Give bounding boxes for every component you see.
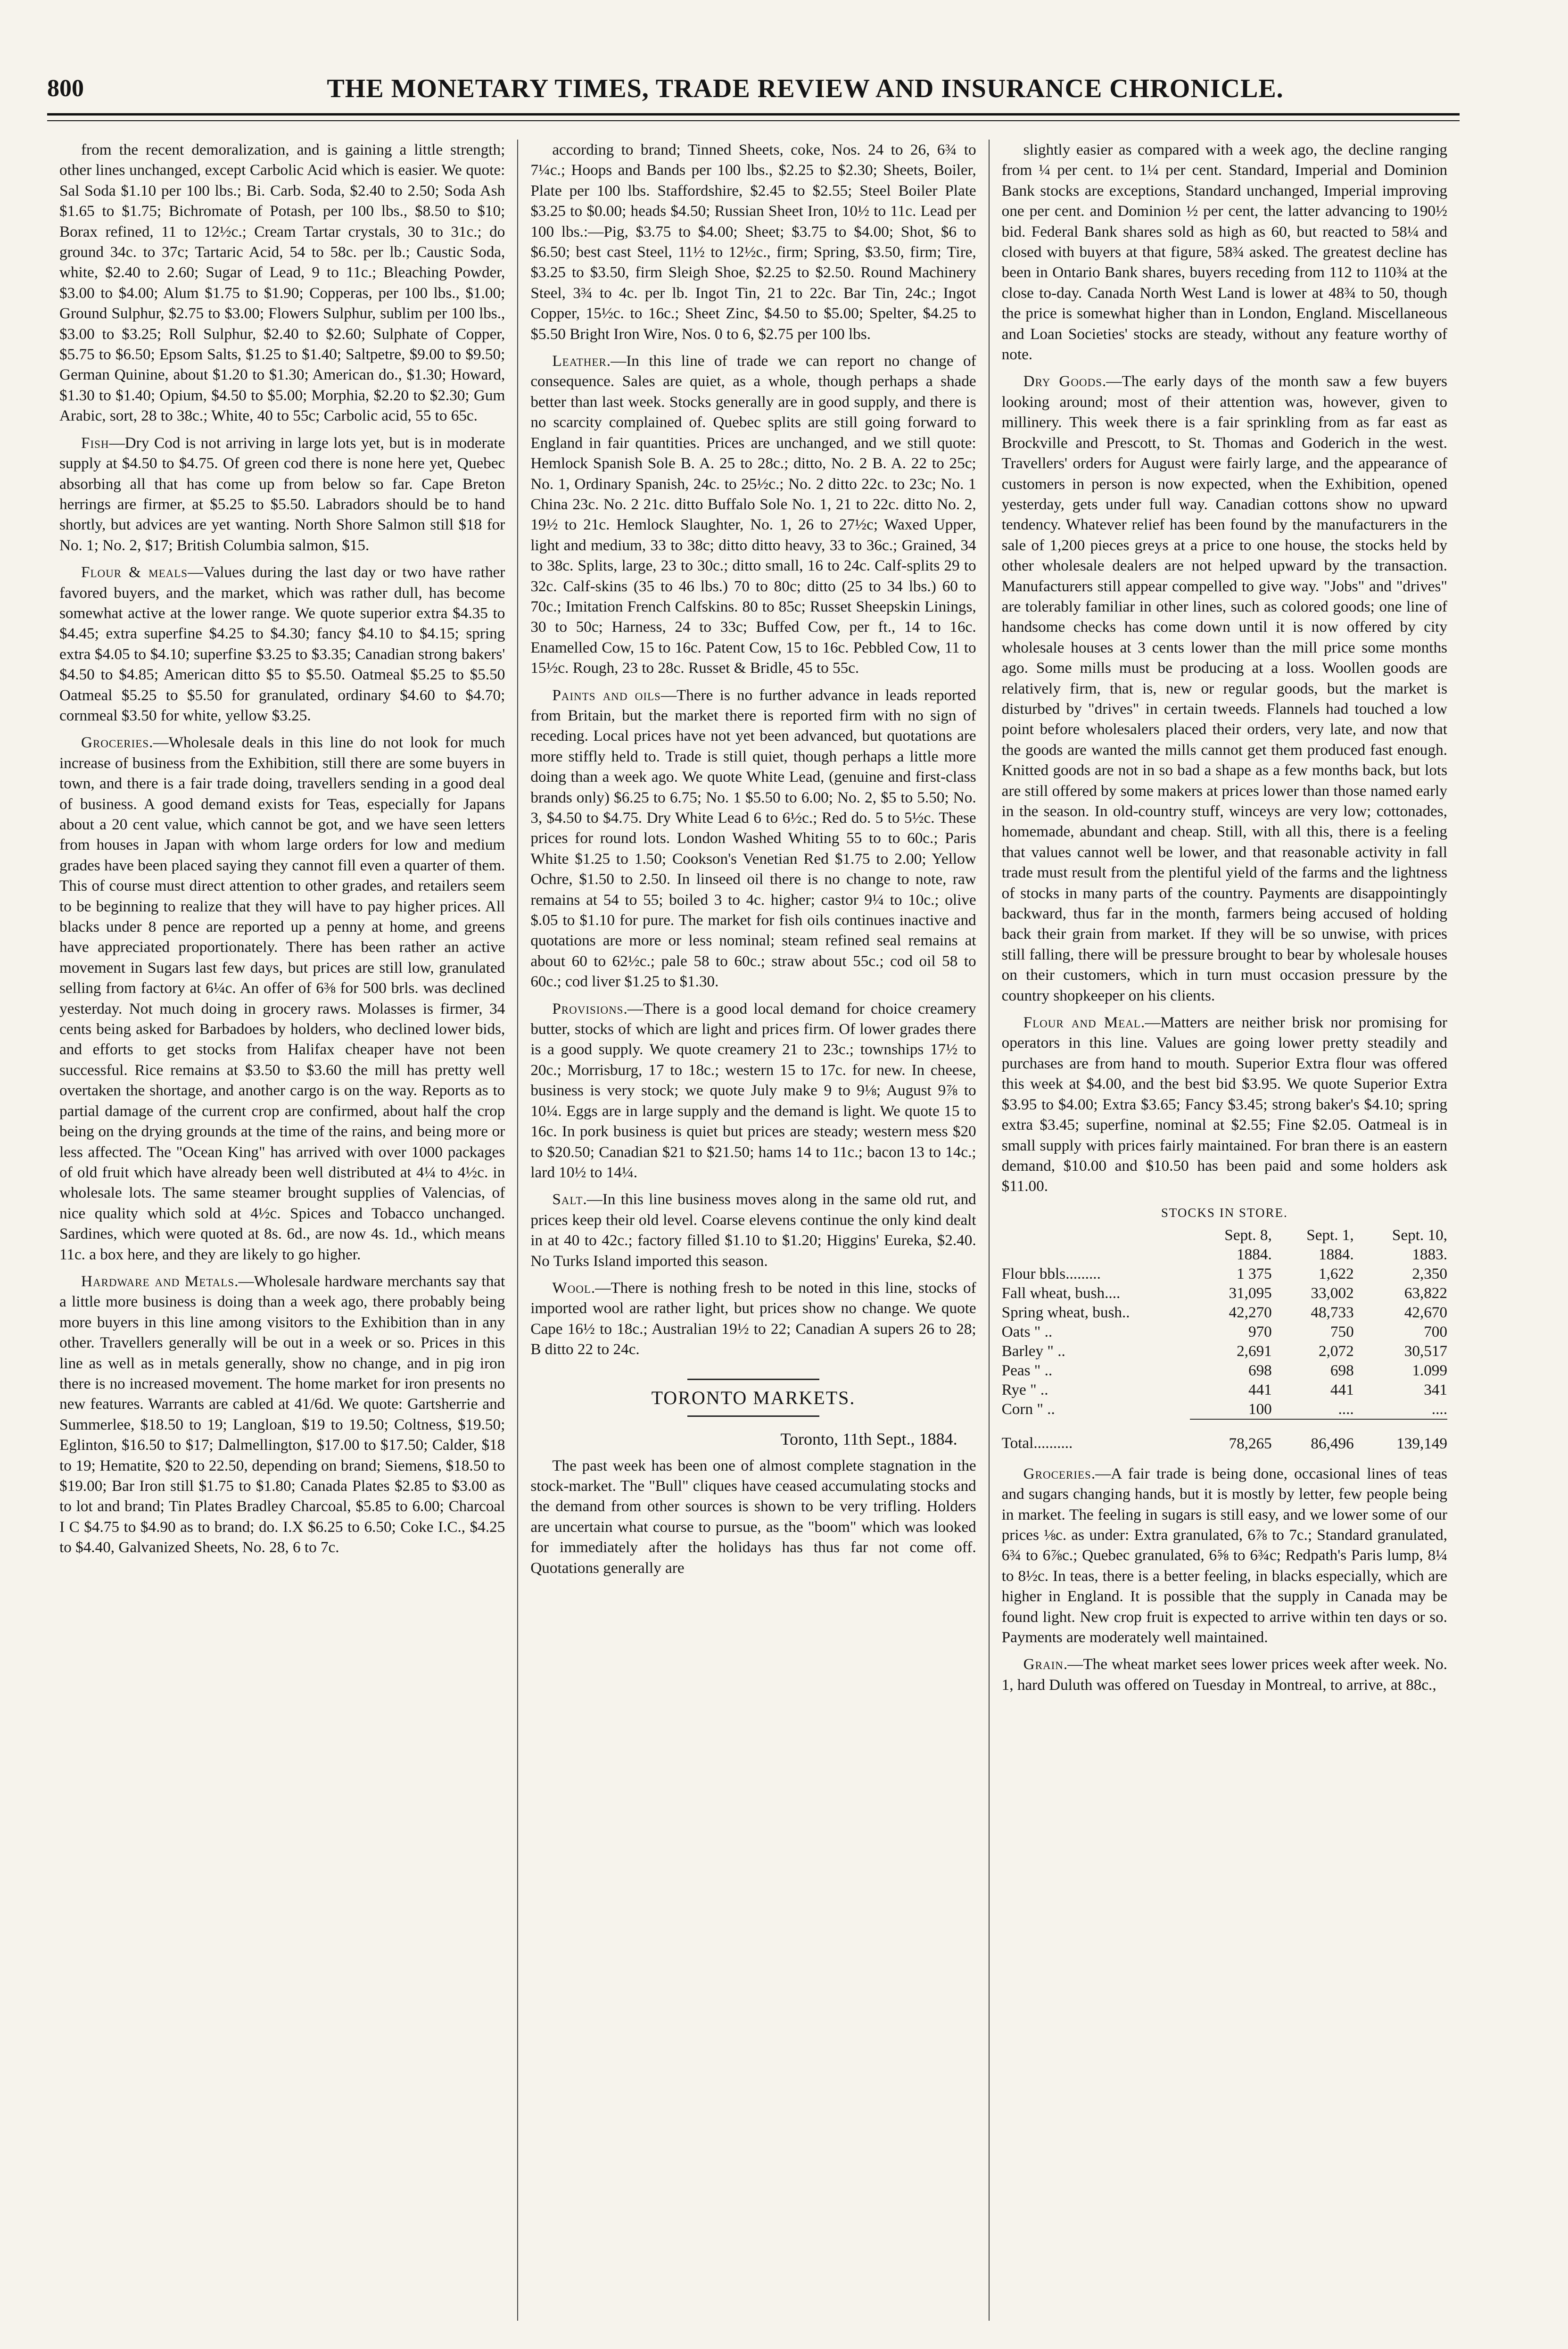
total-label: Total.......... — [1001, 1434, 1073, 1452]
table-row — [1002, 1322, 1447, 1341]
table-row — [1002, 1303, 1447, 1322]
section-rule-bottom — [687, 1415, 819, 1417]
table-row — [1002, 1283, 1447, 1303]
column-1 — [47, 140, 517, 2321]
row-value: 970 — [1248, 1323, 1272, 1340]
paragraph-text: —Dry Cod is not arriving in large lots yet, but is in moderate supply at $4.50 to $4.75. Of green cod there is none here yet, Quebec absorbing all that has come up from below so far. Cape Breton herrings are firmer, at $5.25 to $5.50. Labradors should be to hand shortly, but advices are yet wanting. North Shore Salmon still $18 for No. 1; No. 2, $17; British Columbia salmon, $15. — [59, 434, 505, 554]
table-column-header: 1884. — [1319, 1245, 1354, 1263]
paragraph — [530, 1278, 976, 1360]
row-value: .... — [1431, 1400, 1447, 1418]
paragraph-text: .—Wholesale hardware merchants say that a little more business is doing than a week ago, there probably being more buyers in this line among visitors to the Exhibition than in any other. Travellers generally will be out in a week or so. Prices in this line as well as in metals generally, show no change, and in pig iron there is no increased movement. The home market for iron presents no new features. Warrants are cabled at 41/6d. We quote: Gartsherrie and Summerlee, $18.50 to 19; Langloan, $19 to 19.50; Coltness, $19.50; Eglinton, $16.50 to $17; Dalmellington, $17.00 to $17.50; Calder, $18 to 19; Hematite, $20 to 22.50, depending on brand; Siemens, $18.50 to $19.00; Bar Iron still $1.75 to $1.80; Canada Plates $2.85 to $3.00 as to lot and brand; Tin Plates Bradley Charcoal, $5.85 to 6.00; Charcoal I C $4.75 to $4.90 as to brand; do. I.X $6.25 to 6.50; Coke I.C., $4.25 to $4.40, Galvanized Sheets, No. 28, 6 to 7c. — [59, 1272, 505, 1556]
paragraph — [530, 1189, 976, 1271]
row-value: 698 — [1330, 1361, 1354, 1379]
page-header — [47, 71, 1460, 107]
paragraph — [530, 999, 976, 1183]
paragraph-text: according to brand; Tinned Sheets, coke, Nos. 24 to 26, 6¾ to 7¼c.; Hoops and Bands per 100 lbs., $2.25 to $2.30; Sheets, Boiler, Plate per 100 lbs. Staffordshire, $2.45 to $2.55; Steel Boiler Plate $3.25 to $0.00; heads $4.50; Russian Sheet Iron, 10½ to 11c. Lead per 100 lbs.:—Pig, $3.75 to $4.00; Sheet; $3.75 to $4.00; Shot, $6 to $6.50; best cast Steel, 11½ to 12½c., firm; Spring, $3.50, firm; Tire, $3.25 to $3.50, firm Sleigh Shoe, $2.25 to $2.50. Round Machinery Steel, 3¾ to 4c. per lb. Ingot Tin, 21 to 22c. Bar Tin, 24c.; Ingot Copper, 15½c. to 16c.; Sheet Zinc, $4.50 to $5.00; Spelter, $4.25 to $5.50 Bright Iron Wire, Nos. 0 to 6, $2.75 per 100 lbs. — [530, 141, 976, 343]
paragraph-lead: Paints and oils — [552, 686, 661, 704]
table-row — [1002, 1380, 1447, 1399]
row-value: 1 375 — [1237, 1265, 1272, 1282]
paragraph-lead: Salt — [552, 1191, 583, 1208]
row-label: Barley " .. — [1001, 1342, 1065, 1360]
row-value: 63,822 — [1404, 1284, 1447, 1302]
paragraph-text: .—There is a good local demand for choice creamery butter, stocks of which are light and prices firm. Of lower grades there is a good supply. We quote creamery 21 to 23c.; townships 17½ to 20c.; Morrisburg, 17 to 18c.; western 15 to 17c. for new. In cheese, business is very stock; we quote July make 9 to 9⅛; August 9⅞ to 10¼. Eggs are in large supply and the demand is light. We quote 15 to 16c. In pork business is quiet but prices are steady; western mess $20 to $20.50; Canadian $21 to $21.50; hams 14 to 11c.; bacon 13 to 14c.; lard 10½ to 14¼. — [530, 1000, 976, 1181]
row-value: 33,002 — [1311, 1284, 1354, 1302]
paragraph — [530, 1456, 976, 1578]
table-header-spacer — [1002, 1225, 1190, 1245]
row-value: 341 — [1424, 1381, 1447, 1398]
column-2 — [517, 140, 988, 2321]
dateline: Toronto, 11th Sept., 1884. — [780, 1429, 957, 1448]
paragraph-lead: Dry Goods — [1023, 372, 1103, 390]
row-value: 42,270 — [1229, 1303, 1272, 1321]
table-row — [1002, 1399, 1447, 1419]
table-total-row — [1002, 1419, 1447, 1453]
row-value: 31,095 — [1229, 1284, 1272, 1302]
table-header-row — [1002, 1225, 1447, 1245]
paragraph — [1002, 371, 1447, 1006]
paragraph-text: from the recent demoralization, and is gaining a little strength; other lines unchanged, except Carbolic Acid which is easier. We quote: Sal Soda $1.10 per 100 lbs.; Bi. Carb. Soda, $2.40 to 2.50; Soda Ash $1.65 to $1.75; Bichromate of Potash, per 100 lbs., $8.50 to $10; Borax refined, 11 to 12½c.; Cream Tartar crystals, 30 to 31c.; do ground 34c. to 37c; Tartaric Acid, 54 to 58c. per lb.; Caustic Soda, white, $2.40 to 2.60; Sugar of Lead, 9 to 11c.; Bleaching Powder, $3.00 to $4.00; Alum $1.75 to $1.90; Copperas, per 100 lbs., $1.00; Ground Sulphur, $2.75 to $3.00; Flowers Sulphur, sublim per 100 lbs., $3.00 to $3.25; Roll Sulphur, $2.40 to $2.60; Sulphate of Copper, $5.75 to $6.50; Epsom Salts, $1.25 to $1.40; Saltpetre, $9.00 to $9.50; German Quinine, about $1.20 to $1.30; American do., $1.30; Howard, $1.30 to $1.40; Opium, $4.50 to $5.00; Morphia, $2.20 to $2.30; Gum Arabic, sort, 28 to 38c.; White, 40 to 55c; Carbolic acid, 55 to 65c. — [59, 141, 505, 425]
paragraph-lead: Provisions — [552, 1000, 624, 1017]
row-value: 698 — [1248, 1361, 1272, 1379]
section-title: TORONTO MARKETS. — [651, 1387, 856, 1408]
paragraph-text: slightly easier as compared with a week ago, the decline ranging from ¼ per cent. to 1¼ per cent. Standard, Imperial and Dominion Bank stocks are exceptions, Standard unchanged, Imperial improving one per cent. and Dominion ½ per cent, the latter advancing to 190½ bid. Federal Bank shares sold as high as 60, but reacted to 58¼ and closed with buyers at that figure, 58¾ asked. The greatest decline has been in Ontario Bank shares, buyers receding from 112 to 110¾ at the close to-day. Canada North West Land is lower at 48¾ to 50, though the price is somewhat higher than in London, England. Miscellaneous and Loan Societies' stocks are steady, without any feature worthy of note. — [1001, 141, 1447, 364]
paragraph-text: .—The early days of the month saw a few buyers looking around; most of their attention was, however, given to millinery. This week there is a fair sprinkling from as far east as Brockville and Prescott, to St. Thomas and Goderich in the west. Travellers' orders for August were fairly large, and the appearance of customers in person is now expected, when the Exhibition, opened yesterday, gets under full way. Canadian cottons show no upward tendency. Whatever relief has been found by the manufacturers in the sale of 1,200 pieces greys at a price to one house, the stocks held by other wholesale dealers are not helped upward by the transaction. Manufacturers still appear compelled to give way. "Jobs" and "drives" are tolerably familiar in other lines, such as colored goods; one line of handsome checks has come down until it is now offered by city wholesale houses at 3 cents lower than the mill price some months ago. Some mills must be producing at a loss. Woollen goods are relatively firm, that is, new or regular goods, but the market is disturbed by "drives" in certain tweeds. Flannels had touched a low point before wholesalers placed their orders, very late, and now that the goods are wanted the mills cannot get them produced fast enough. Knitted goods are not in so bad a shape as a few months back, but lots are still offered by some makers at prices lower than those named early in the season. In old-country stuff, winceys are very low; cottonades, homemade, abundant and cheap. Still, with all this, there is a feeling that values cannot well be lower, and that reasonable activity in fall trade must result from the plentiful yield of the farms and the lightness of stocks in many parts of the country. Payments are disappointingly backward, thus far in the month, farmers being accused of holding back their grain from market. If they will be so unwise, with prices still falling, there will be pressure brought to bear by wholesale houses on their customers, which in turn must occasion pressure by the country shopkeeper on his clients. — [1001, 372, 1447, 1004]
stocks-in-store-table — [1002, 1203, 1447, 1453]
page-number: 800 — [47, 75, 84, 102]
paragraph — [1002, 1654, 1447, 1695]
total-value: 139,149 — [1354, 1419, 1447, 1453]
paragraph — [1002, 1012, 1447, 1197]
row-label: Peas " .. — [1001, 1361, 1053, 1379]
paragraph — [59, 433, 505, 555]
row-label: Oats " .. — [1001, 1323, 1053, 1340]
table-column-header: Sept. 10, — [1392, 1226, 1447, 1244]
paragraph — [59, 1271, 505, 1558]
row-value: 1.099 — [1412, 1361, 1447, 1379]
table-row — [1002, 1341, 1447, 1361]
row-value: 100 — [1248, 1400, 1272, 1418]
paragraph-lead: Flour & meals — [81, 563, 188, 581]
row-value: 441 — [1248, 1381, 1272, 1398]
row-value: 42,670 — [1404, 1303, 1447, 1321]
table-row — [1002, 1361, 1447, 1380]
row-value: 2,350 — [1412, 1265, 1447, 1282]
paragraph-lead: Grain — [1023, 1655, 1064, 1673]
row-value: 1,622 — [1319, 1265, 1354, 1282]
total-value: 86,496 — [1272, 1419, 1354, 1453]
total-value: 78,265 — [1190, 1419, 1272, 1453]
row-value: 750 — [1330, 1323, 1354, 1340]
paragraph — [59, 562, 505, 726]
row-value: 2,691 — [1237, 1342, 1272, 1360]
table-caption-row — [1002, 1203, 1447, 1225]
header-rule — [47, 113, 1460, 121]
paragraph-text: .—A fair trade is being done, occasional lines of teas and sugars changing hands, but it is mostly by letter, few people being in market. The feeling in sugars is still easy, and we lower some of our prices ⅛c. as under: Extra granulated, 6⅞ to 7c.; Standard granulated, 6¾ to 6⅞c.; Quebec granulated, 6⅝ to 6¾c; Redpath's Paris lump, 8¼ to 8½c. In teas, there is a better feeling, in blacks especially, which are higher in England. It is possible that the supply in Canada may be found light. New crop fruit is expected to arrive within ten days or so. Payments are moderately well maintained. — [1001, 1464, 1447, 1646]
paragraph-lead: Groceries — [81, 734, 149, 752]
paragraph — [530, 351, 976, 678]
row-label: Flour bbls......... — [1001, 1265, 1101, 1282]
row-label: Corn " .. — [1001, 1400, 1055, 1418]
paragraph — [1002, 1464, 1447, 1648]
paragraph-text: .—The wheat market sees lower prices week after week. No. 1, hard Duluth was offered on Tuesday in Montreal, to arrive, at 88c., — [1001, 1655, 1447, 1694]
row-value: 2,072 — [1319, 1342, 1354, 1360]
paragraph-text: —There is no further advance in leads reported from Britain, but the market there is reported firm with no sign of receding. Local prices have not yet been advanced, but quotations are more stiffly held to. Trade is still quiet, though perhaps a little more doing than a week ago. We quote White Lead, (genuine and first-class brands only) $6.25 to 6.75; No. 1 $5.50 to 6.00; No. 2, $5 to 5.50; No. 3, $4.50 to $4.75. Dry White Lead 6 to 6½c.; Red do. 5 to 5½c. These prices for round lots. London Washed Whiting 55 to to 60c.; Paris White $1.25 to 1.50; Cookson's Venetian Red $1.75 to 2.00; Yellow Ochre, $1.50 to 2.50. In linseed oil there is no change to note, raw remains at 54 to 55; boiled 3 to 4c. higher; castor 9¼ to 10c.; olive $.05 to $1.10 for pure. The market for fish oils continues inactive and quotations are more or less nominal; steam refined seal remains at about 60 to 62½c.; pale 58 to 60c.; straw about 55c.; cod oil 58 to 60c.; cod liver $1.25 to $1.30. — [530, 686, 976, 991]
paragraph — [530, 140, 976, 344]
table-header-row — [1002, 1245, 1447, 1264]
row-value: 441 — [1330, 1381, 1354, 1398]
paragraph-text: The past week has been one of almost complete stagnation in the stock-market. The "Bull" cliques have ceased accumulating stocks and the demand from other sources is shown to be very trifling. Holders are uncertain what course to pursue, as the "boom" which was looked for immediately after the holidays has thus far not come off. Quotations generally are — [530, 1456, 976, 1577]
paragraph — [530, 685, 976, 992]
paragraph-text: .—There is nothing fresh to be noted in this line, stocks of imported wool are rather light, but prices show no change. We quote Cape 16½ to 18c.; Australian 19½ to 22; Canadian A supers 26 to 28; B ditto 22 to 24c. — [530, 1279, 976, 1358]
table-column-header: Sept. 1, — [1306, 1226, 1354, 1244]
paragraph — [59, 140, 505, 426]
row-value: 30,517 — [1404, 1342, 1447, 1360]
row-label: Rye " .. — [1001, 1381, 1048, 1398]
table-column-header: Sept. 8, — [1224, 1226, 1272, 1244]
page-title: THE MONETARY TIMES, TRADE REVIEW AND INSURANCE CHRONICLE. — [327, 74, 1284, 103]
paragraph-lead: Flour and Meal — [1023, 1014, 1141, 1032]
row-value: .... — [1338, 1400, 1354, 1418]
paragraph-text: —Values during the last day or two have rather favored buyers, and the market, which was rather dull, has become somewhat active at the lower range. We quote superior extra $4.35 to $4.45; extra superfine $4.25 to $4.30; fancy $4.10 to $4.15; spring extra $4.05 to $4.10; superfine $3.25 to $3.35; Canadian strong bakers' $4.50 to $4.85; American ditto $5 to $5.50. Oatmeal $5.25 to $5.50 Oatmeal $5.25 to $5.50 for granulated, ordinary $4.60 to $4.70; cornmeal $3.50 for white, yellow $3.25. — [59, 563, 505, 724]
paragraph-lead: Fish — [81, 434, 109, 452]
column-3 — [989, 140, 1460, 2321]
table-column-header: 1883. — [1412, 1245, 1447, 1263]
table-caption: STOCKS IN STORE. — [1161, 1205, 1288, 1220]
table-row — [1002, 1264, 1447, 1283]
row-value: 700 — [1424, 1323, 1447, 1340]
paragraph-text: .—In this line business moves along in the same old rut, and prices keep their old level. Coarse elevens continue the only kind dealt in at 40 to 42c.; factory filled $1.10 to $1.20; Higgins' Eureka, $2.40. No Turks Island imported this season. — [530, 1191, 976, 1270]
paragraph-text: .—Matters are neither brisk nor promising for operators in this line. Values are going lower pretty steadily and purchases are from hand to mouth. Superior Extra flour was offered this week at $4.00, and the best bid $3.95. We quote Superior Extra $3.95 to $4.00; Extra $3.65; Fancy $3.45; strong baker's $4.10; spring extra $3.45; superfine, nominal at $2.55; Fine $2.05. Oatmeal is in small supply with prices fairly maintained. For bran there is an eastern demand, $10.00 and $10.50 has been paid and some holders ask $11.00. — [1001, 1014, 1447, 1195]
table-column-header: 1884. — [1237, 1245, 1272, 1263]
paragraph-lead: Groceries — [1023, 1464, 1091, 1482]
row-label: Spring wheat, bush.. — [1001, 1303, 1130, 1321]
paragraph — [1002, 140, 1447, 364]
row-value: 48,733 — [1311, 1303, 1354, 1321]
table-header-spacer — [1002, 1245, 1190, 1264]
paragraph-lead: Wool — [552, 1279, 591, 1297]
paragraph-lead: Hardware and Metals — [81, 1272, 235, 1290]
paragraph-text: .—Wholesale deals in this line do not look for much increase of business from the Exhibition, still there are some buyers in town, and there is a fair trade doing, travellers sending in a good deal of business. A good demand exists for Teas, especially for Japans about a 20 cent value, which cannot be got, and we have seen letters from houses in Japan with whom large orders for low and medium grades have been placed saying they cannot fill even a quarter of them. This of course must direct attention to other grades, and retailers seem to be beginning to realize that they will have to pay higher prices. All blacks under 8 pence are reported up a penny at home, and greens have appreciated proportionately. There has been rather an active movement in Sugars last few days, but prices are still low, granulated selling from factory at 6¼c. An offer of 6⅜ for 500 brls. was declined yesterday. Not much doing in grocery raws. Molasses is firmer, 34 cents being asked for Barbadoes by holders, who declined lower bids, and efforts to get stocks from Halifax cheaper have not been successful. Rice remains at $3.50 to $3.60 the mill has pretty well overtaken the shortage, and another cargo is on the way. Reports as to partial damage of the current crop are confirmed, about half the crop being on the drying grounds at the time of the rains, and being more or less affected. The "Ocean King" has arrived with over 1000 packages of old fruit which have already been well distributed at 4¼ to 4½c. in wholesale lots. The same steamer brought supplies of Valencias, of nice quality which sold at 4½c. Spices and Tobacco unchanged. Sardines, which were quoted at 8s. 6d., are now 4s. 1d., which means 11c. a box here, and they are likely to go higher. — [59, 734, 505, 1263]
paragraph-lead: Leather — [552, 352, 607, 370]
paragraph-text: .—In this line of trade we can report no change of consequence. Sales are quiet, as a whole, though perhaps a shade better than last week. Stocks generally are in good supply, and there is no scarcity complained of. Quebec splits are still going forward to England in fair quantities. Prices are unchanged, and we still quote: Hemlock Spanish Sole B. A. 25 to 28c.; ditto, No. 2 B. A. 22 to 25c; No. 1, Ordinary Spanish, 24c. to 25½c.; No. 2 ditto 22c. to 23c; No. 1 China 23c. No. 2 21c. ditto Buffalo Sole No. 1, 21 to 22c. ditto No. 2, 19½ to 21c. Hemlock Slaughter, No. 1, 26 to 27½c; Waxed Upper, light and medium, 33 to 38c; ditto ditto heavy, 33 to 36c.; Grained, 34 to 38c. Splits, large, 23 to 30c.; ditto small, 16 to 24c. Calf-splits 29 to 32c. Calf-skins (35 to 46 lbs.) 70 to 80c; ditto (25 to 34 lbs.) 60 to 70c.; Imitation French Calfskins. 80 to 85c; Russet Sheepskin Linings, 30 to 50c; Harness, 24 to 33c; Buffed Cow, per ft., 14 to 16c. Enamelled Cow, 15 to 16c. Patent Cow, 15 to 16c. Pebbled Cow, 11 to 15½c. Rough, 23 to 28c. Russet & Bridle, 45 to 55c. — [530, 352, 976, 677]
row-label: Fall wheat, bush.... — [1001, 1284, 1121, 1302]
paragraph — [59, 732, 505, 1265]
section-heading — [530, 1379, 976, 1417]
article-columns — [47, 140, 1460, 2321]
